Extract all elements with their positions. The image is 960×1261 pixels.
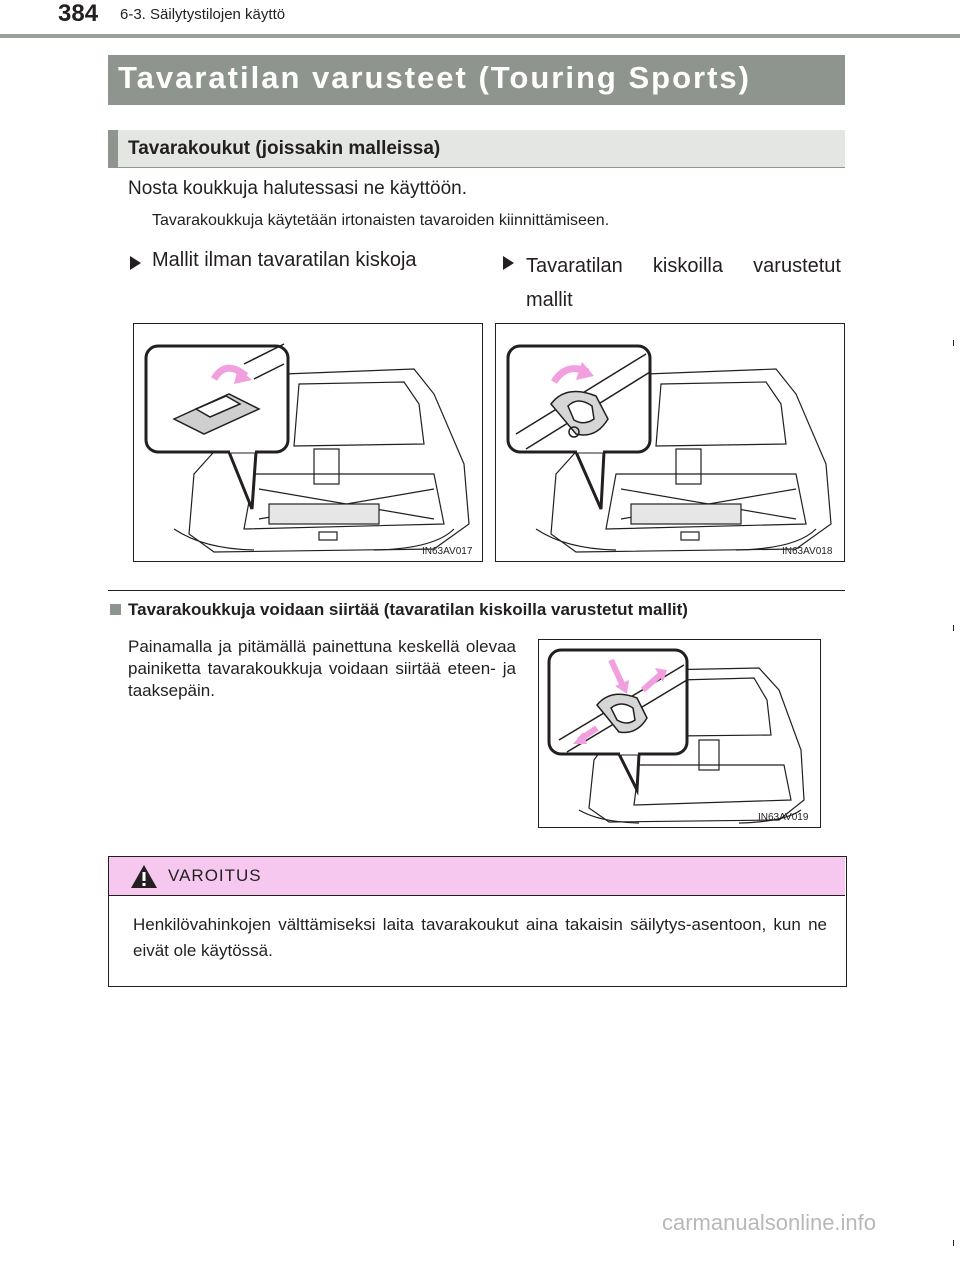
bullet-right: Tavaratilan kiskoilla varustetut mallit	[526, 255, 841, 311]
intro-subtext: Tavarakoukkuja käytetään irtonaisten tavaroiden kiinnittämiseen.	[152, 212, 610, 229]
triangle-bullet-icon	[130, 256, 141, 270]
chapter-title: 6-3. Säilytystilojen käyttö	[120, 6, 286, 23]
square-bullet-icon	[110, 604, 121, 615]
header-rule	[0, 34, 960, 38]
figure-code: IN63AV018	[782, 546, 833, 557]
figure-hook-slide	[538, 639, 821, 828]
margin-tick	[953, 1240, 954, 1246]
margin-tick	[953, 340, 954, 346]
triangle-bullet-icon	[503, 256, 514, 270]
subheading: Tavarakoukut (joissakin malleissa)	[128, 138, 441, 159]
warning-icon	[130, 864, 158, 889]
margin-tick	[953, 625, 954, 631]
section-separator	[108, 590, 845, 591]
figure-code: IN63AV019	[758, 812, 809, 823]
bullet-left: Mallit ilman tavaratilan kiskoja	[152, 249, 417, 271]
page-number: 384	[58, 0, 99, 27]
section2-heading: Tavarakoukkuja voidaan siirtää (tavaratilan kiskoilla varustetut mallit)	[128, 600, 688, 619]
cargo-illustration-2	[496, 324, 844, 561]
figure-hook-no-rails	[133, 323, 483, 562]
warning-label: VAROITUS	[168, 866, 262, 885]
figure-hook-with-rails	[495, 323, 845, 562]
subheading-accent	[108, 130, 118, 168]
cargo-illustration-1	[134, 324, 482, 561]
figure-code: IN63AV017	[422, 546, 473, 557]
cargo-illustration-3	[539, 640, 820, 827]
intro-text: Nosta koukkuja halutessasi ne käyttöön.	[128, 178, 468, 199]
section2-paragraph: Painamalla ja pitämällä painettuna keskellä olevaa painiketta tavarakoukkuja voidaan siirtää eteen- ja taaksepäin.	[128, 637, 516, 700]
warning-text: Henkilövahinkojen välttämiseksi laita tavarakoukut aina takaisin säilytys-asentoon, kun ne eivät ole käytössä.	[133, 915, 827, 960]
page-title: Tavaratilan varusteet (Touring Sports)	[118, 60, 751, 95]
footer-watermark: carmanualsonline.info	[662, 1210, 877, 1235]
